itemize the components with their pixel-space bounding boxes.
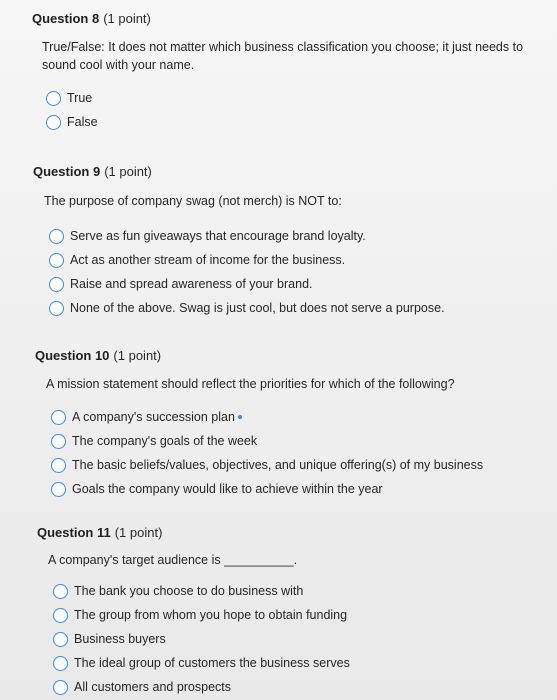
- radio-button[interactable]: [51, 434, 66, 449]
- question-prompt: The purpose of company swag (not merch) is NOT to:: [44, 194, 342, 208]
- question-title: Question 8: [32, 11, 100, 26]
- answer-options: [0, 405, 557, 501]
- answer-option[interactable]: [51, 453, 557, 477]
- question-points: (1 point): [104, 164, 152, 179]
- answer-option-label: The bank you choose to do business with: [74, 584, 304, 598]
- radio-button[interactable]: [51, 458, 66, 473]
- radio-button[interactable]: [49, 253, 64, 268]
- radio-button[interactable]: [53, 608, 68, 623]
- question-header: [0, 347, 557, 365]
- answer-option-true[interactable]: [46, 86, 557, 110]
- answer-option[interactable]: [51, 405, 557, 429]
- answer-option-label: Business buyers: [74, 632, 166, 646]
- answer-option-label: Serve as fun giveaways that encourage brand loyalty.: [70, 229, 366, 243]
- answer-option-label: The group from whom you hope to obtain funding: [74, 608, 348, 622]
- answer-option[interactable]: [49, 272, 557, 296]
- radio-button[interactable]: [49, 229, 64, 244]
- cursor-dot: [238, 415, 242, 419]
- radio-button[interactable]: [53, 632, 68, 647]
- question-prompt: True/False: It does not matter which business classification you choose; it just needs to sound cool with your name.: [42, 40, 524, 72]
- question-8: [0, 10, 557, 134]
- radio-button[interactable]: [46, 115, 61, 130]
- answer-option[interactable]: [53, 675, 557, 699]
- question-prompt: A mission statement should reflect the priorities for which of the following?: [46, 377, 455, 391]
- answer-option-false[interactable]: [46, 110, 557, 134]
- radio-button[interactable]: [46, 91, 61, 106]
- question-title: Question 10: [35, 348, 110, 363]
- answer-option[interactable]: [49, 248, 557, 272]
- answer-option[interactable]: [49, 296, 557, 320]
- answer-option-label: False: [67, 115, 98, 129]
- question-header: [0, 163, 557, 181]
- answer-option-label: Goals the company would like to achieve within the year: [72, 482, 383, 496]
- answer-options: [0, 224, 557, 320]
- question-11: [0, 524, 557, 699]
- radio-button[interactable]: [49, 277, 64, 292]
- question-header: [0, 524, 557, 542]
- answer-option[interactable]: [49, 224, 557, 248]
- answer-option-label: True: [67, 91, 93, 105]
- answer-option-label: Raise and spread awareness of your brand.: [70, 277, 313, 291]
- radio-button[interactable]: [51, 482, 66, 497]
- answer-option[interactable]: [51, 429, 557, 453]
- answer-option-label: Act as another stream of income for the business.: [70, 253, 346, 267]
- radio-button[interactable]: [53, 584, 68, 599]
- question-points: (1 point): [113, 348, 162, 363]
- answer-option-label: The ideal group of customers the business serves: [74, 656, 350, 670]
- question-9: [0, 163, 557, 320]
- question-title: Question 11: [37, 525, 111, 540]
- radio-button[interactable]: [53, 680, 68, 695]
- question-10: [0, 347, 557, 501]
- answer-option-label: All customers and prospects: [74, 680, 232, 694]
- question-prompt: A company's target audience is __________.: [48, 553, 298, 567]
- question-points: (1 point): [103, 11, 151, 26]
- radio-button[interactable]: [53, 656, 68, 671]
- answer-option-label: A company's succession plan: [72, 410, 235, 424]
- answer-option[interactable]: [53, 603, 557, 627]
- answer-option[interactable]: [53, 651, 557, 675]
- answer-options: [0, 579, 557, 699]
- answer-options: [0, 86, 557, 134]
- answer-option[interactable]: [53, 579, 557, 603]
- answer-option[interactable]: [51, 477, 557, 501]
- answer-option-label: The company's goals of the week: [72, 434, 258, 448]
- question-header: [0, 10, 557, 28]
- question-points: (1 point): [114, 525, 163, 540]
- answer-option-label: None of the above. Swag is just cool, but does not serve a purpose.: [70, 301, 445, 315]
- radio-button[interactable]: [49, 301, 64, 316]
- radio-button[interactable]: [51, 410, 66, 425]
- answer-option[interactable]: [53, 627, 557, 651]
- answer-option-label: The basic beliefs/values, objectives, and unique offering(s) of my business: [72, 458, 484, 472]
- question-title: Question 9: [33, 164, 101, 179]
